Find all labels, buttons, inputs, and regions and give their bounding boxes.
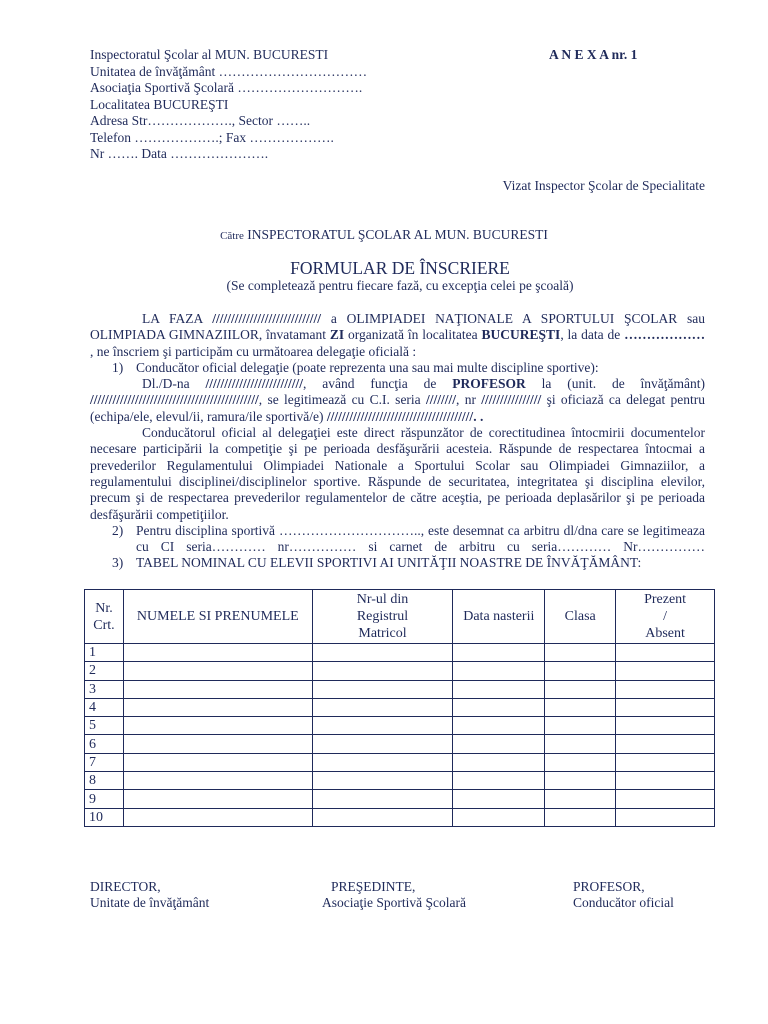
director-title: DIRECTOR, [90, 879, 161, 894]
teacher-title: PROFESOR, [573, 879, 645, 894]
intro-paragraph [90, 311, 705, 360]
header-text: Nr-ul din [356, 592, 409, 607]
row-number: 4 [85, 698, 124, 716]
row-number: 9 [85, 790, 124, 808]
table-row [85, 680, 715, 698]
cell-presence [616, 698, 715, 716]
cell-presence [616, 735, 715, 753]
delegate-text: la (unit. de învăţământ) [541, 376, 706, 392]
list-number: 2) [112, 522, 124, 538]
header-birthdate: Data nasterii [453, 590, 545, 644]
function-label: PROFESOR [452, 376, 526, 392]
cell-registry [312, 717, 453, 735]
cell-name [123, 772, 312, 790]
list-text: TABEL NOMINAL CU ELEVII SPORTIVI AI UNITĂŢII NOASTRE DE ÎNVĂŢĂMÂNT: [136, 555, 642, 571]
header-presence [616, 590, 715, 644]
cell-name [123, 753, 312, 771]
header-text: Prezent [644, 592, 687, 607]
header-text: Absent [645, 626, 685, 641]
table-row [85, 753, 715, 771]
intro-text: , ne înscriem şi participăm cu următoarea delegaţie oficială : [90, 343, 417, 359]
delegate-text: . . [473, 408, 484, 424]
table-row [85, 790, 715, 808]
blank-unit: ///////////////////////////////////////////// [90, 392, 259, 408]
cell-birthdate [453, 735, 545, 753]
cell-class [545, 644, 616, 662]
cell-birthdate [453, 772, 545, 790]
cell-registry [312, 735, 453, 753]
cell-class [545, 717, 616, 735]
row-number: 2 [85, 662, 124, 680]
cell-name [123, 717, 312, 735]
blank-date: ……………… [624, 327, 706, 343]
cell-birthdate [453, 644, 545, 662]
cell-name [123, 680, 312, 698]
row-number: 10 [85, 808, 124, 826]
cell-presence [616, 680, 715, 698]
cell-birthdate [453, 698, 545, 716]
education-form: ZI [329, 327, 345, 343]
row-number: 3 [85, 680, 124, 698]
address-line: Adresa Str………………., Sector …….. [90, 113, 311, 128]
cell-presence [616, 717, 715, 735]
header-registry [312, 590, 453, 644]
form-title: FORMULAR DE ÎNSCRIERE [290, 258, 510, 278]
annex-label: A N E X A nr. 1 [549, 47, 638, 62]
recipient-prefix: Către [220, 230, 244, 242]
cell-registry [312, 790, 453, 808]
list-item-1 [90, 360, 705, 376]
header-text: Crt. [93, 617, 115, 633]
cell-name [123, 644, 312, 662]
cell-birthdate [453, 717, 545, 735]
cell-class [545, 808, 616, 826]
list-item-3 [90, 555, 705, 571]
cell-presence [616, 644, 715, 662]
responsibility-paragraph: Conducătorul oficial al delegaţiei este direct răspunzător de corectitudinea întocmirii documentelor necesare participării la competiţie şi pe perioada desfăşurării acesteia. Răspunde de respectarea întocmai a prevederilor Regulamentului Olimpiadei Nationale a Sportului Scolar sau Olimpiadei Gimnaziilor, a regulamentului disciplinei/disciplinelor sportive. Răspunde de securitatea, integritatea şi disciplina elevilor, precum şi de respectarea prevederilor regulamentelor de către aceştia, pe perioada deplasărilor şi pe perioada desfăşurării competiţiilor. [90, 425, 705, 522]
recipient-line [0, 227, 768, 243]
cell-presence [616, 772, 715, 790]
table-row [85, 644, 715, 662]
visa-line: Vizat Inspector Şcolar de Specialitate [502, 178, 705, 193]
blank-team: /////////////////////////////////////// [326, 408, 474, 424]
teacher-org: Conducător oficial [573, 895, 674, 910]
cell-class [545, 698, 616, 716]
cell-class [545, 790, 616, 808]
table-row [85, 662, 715, 680]
school-unit-line: Unitatea de învăţământ …………………………… [90, 63, 368, 79]
cell-presence [616, 790, 715, 808]
row-number: 6 [85, 735, 124, 753]
nominal-table [84, 589, 715, 827]
table-row [85, 698, 715, 716]
header-text: Nr. [95, 600, 113, 616]
row-number: 1 [85, 644, 124, 662]
delegate-text: şi oficiază ca delegat pentru (echipa/ele, elevul/ii, ramura/ile sportivă/e) [90, 392, 705, 424]
intro-text: a OLIMPIADEI NAŢIONALE A SPORTULUI ŞCOLAR sau OLIMPIADA GIMNAZIILOR, învatamant [90, 311, 706, 343]
cell-registry [312, 698, 453, 716]
cell-birthdate [453, 753, 545, 771]
row-number: 5 [85, 717, 124, 735]
cell-registry [312, 644, 453, 662]
delegate-text: , se legitimează cu C.I. seria [258, 392, 421, 408]
blank-phase: ///////////////////////////// [212, 311, 322, 326]
list-number: 3) [112, 555, 124, 571]
cell-name [123, 790, 312, 808]
table-row [85, 772, 715, 790]
number-date-line: Nr ……. Data …………………. [90, 146, 269, 161]
inspectorate-line: Inspectoratul Şcolar al MUN. BUCURESTI [90, 47, 329, 62]
header-text: Registrul [356, 609, 409, 624]
table-row [85, 735, 715, 753]
form-subtitle: (Se completează pentru fiecare fază, cu excepţia celei pe şcoală) [226, 278, 574, 293]
form-body [90, 311, 705, 572]
list-item-2 [90, 523, 705, 556]
list-text: Pentru disciplina sportivă ………………………….., este desemnat ca arbitru dl/dna care se legitimeaza cu CI seria………… nr…………… si carnet de arbitru cu seria………… Nr…………… [136, 522, 705, 555]
list-text: Conducător oficial delegaţie (poate reprezenta una sau mai multe discipline sportive): [136, 359, 599, 375]
locality-line: Localitatea BUCUREŞTI [90, 96, 229, 112]
cell-registry [312, 662, 453, 680]
intro-text: LA FAZA [142, 311, 203, 326]
list-number: 1) [112, 359, 124, 375]
blank-id-series: //////// [425, 392, 456, 408]
cell-class [545, 772, 616, 790]
row-number: 8 [85, 772, 124, 790]
cell-name [123, 735, 312, 753]
cell-birthdate [453, 808, 545, 826]
blank-name: ////////////////////////// [205, 376, 304, 392]
cell-class [545, 735, 616, 753]
cell-registry [312, 753, 453, 771]
blank-id-number: //////////////// [481, 392, 542, 408]
cell-registry [312, 772, 453, 790]
cell-presence [616, 753, 715, 771]
phone-fax-line: Telefon ……………….; Fax ………………. [90, 129, 334, 145]
city-name: BUCUREŞTI [481, 327, 561, 343]
cell-registry [312, 680, 453, 698]
cell-birthdate [453, 790, 545, 808]
cell-name [123, 662, 312, 680]
header-text: Matricol [358, 626, 407, 641]
director-org: Unitate de învăţământ [90, 895, 210, 910]
delegate-paragraph [90, 376, 705, 425]
cell-presence [616, 808, 715, 826]
header-class: Clasa [545, 590, 616, 644]
sports-association-line: Asociaţia Sportivă Şcolară ………………………. [90, 80, 363, 95]
recipient-name: INSPECTORATUL ŞCOLAR AL MUN. BUCURESTI [247, 227, 548, 242]
cell-class [545, 680, 616, 698]
delegate-text: , având funcţia de [303, 376, 437, 392]
delegate-text: Dl./D-na [142, 376, 190, 392]
cell-birthdate [453, 662, 545, 680]
president-org: Asociaţie Sportivă Şcolară [322, 895, 466, 910]
delegate-text: , nr [456, 392, 476, 408]
intro-text: , la data de [560, 327, 621, 343]
header-name: NUMELE SI PRENUMELE [123, 590, 312, 644]
table-row [85, 808, 715, 826]
header-text: / [663, 609, 667, 624]
cell-name [123, 698, 312, 716]
cell-presence [616, 662, 715, 680]
cell-birthdate [453, 680, 545, 698]
president-title: PREŞEDINTE, [331, 879, 416, 894]
row-number: 7 [85, 753, 124, 771]
cell-class [545, 662, 616, 680]
cell-name [123, 808, 312, 826]
table-header-row [85, 590, 715, 644]
cell-registry [312, 808, 453, 826]
cell-class [545, 753, 616, 771]
intro-text: organizată în localitatea [348, 327, 478, 343]
table-row [85, 717, 715, 735]
header-nr [85, 590, 124, 644]
